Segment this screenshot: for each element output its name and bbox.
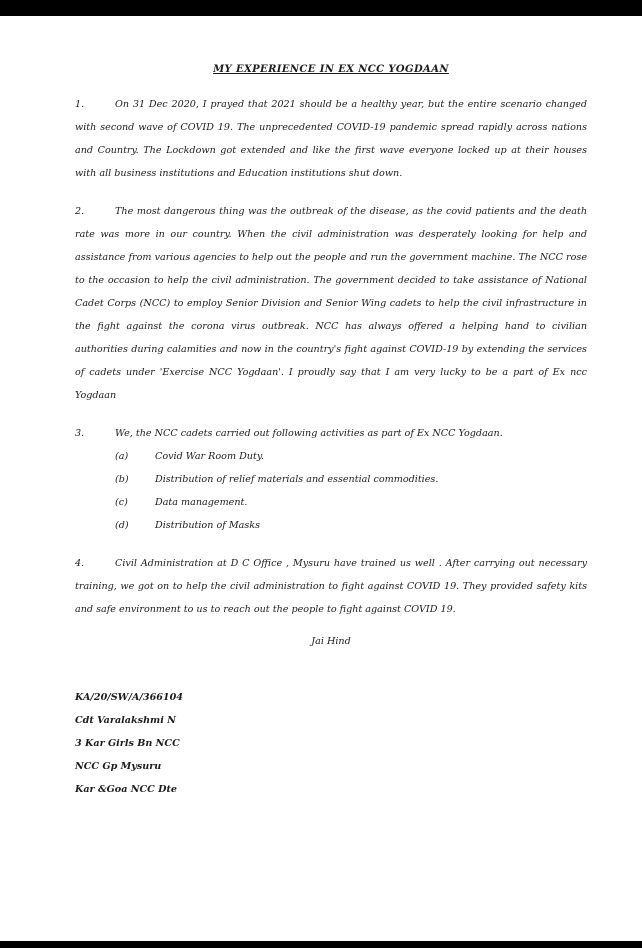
paragraph-text: The most dangerous thing was the outbreak of the disease, as the covid patients and the death rate was more in our country. When the civil administration was desperately looking for help and assistance from various agencies to help out the people and run the government machine. The NCC rose to the occasion to help the civil administration. The government decided to take assistance of National Cadet Corps (NCC) to employ Senior Division and Senior Wing cadets to help the civil infrastructure in the fight against the corona virus outbreak. NCC has always offered a helping hand to civilian authorities during calamities and now in the country's fight against COVID-19 by extending the services of cadets under 'Exercise NCC Yogdaan'. I proudly say that I am very lucky to be a part of Ex ncc Yogdaan xyxy=(75,206,587,401)
battalion: 3 Kar Girls Bn NCC xyxy=(75,738,180,749)
cadet-name: Cdt Varalakshmi N xyxy=(75,715,176,726)
paragraph-text: On 31 Dec 2020, I prayed that 2021 should be a healthy year, but the entire scenario changed with second wave of COVID 19. The unprecedented COVID-19 pandemic spread rapidly across nations and Country. The Lockdown got extended and like the first wave everyone locked up at their houses with all business institutions and Education institutions shut down. xyxy=(75,99,587,179)
list-item xyxy=(115,468,587,491)
document-page xyxy=(75,64,587,647)
activity-label: (a) xyxy=(115,451,129,462)
top-black-bar xyxy=(0,0,642,16)
sign-off: Jai Hind xyxy=(311,636,351,647)
paragraph-2 xyxy=(75,200,587,407)
paragraph-number: 2. xyxy=(75,206,85,217)
paragraph-text: Civil Administration at D C Office , Mysuru have trained us well . After carrying out necessary training, we got on to help the civil administration to fight against COVID 19. They provided safety kits and safe environment to us to reach out the people to fight against COVID 19. xyxy=(75,558,587,615)
activity-text: Distribution of relief materials and essential commodities. xyxy=(155,474,439,485)
paragraph-1 xyxy=(75,93,587,185)
paragraph-3 xyxy=(75,422,587,445)
paragraph-text: We, the NCC cadets carried out following activities as part of Ex NCC Yogdaan. xyxy=(115,428,503,439)
signature-block xyxy=(75,686,183,801)
paragraph-number: 4. xyxy=(75,558,85,569)
list-item xyxy=(115,445,587,468)
paragraph-4 xyxy=(75,552,587,621)
directorate: Kar &Goa NCC Dte xyxy=(75,784,177,795)
paragraph-number: 3. xyxy=(75,428,85,439)
activity-label: (d) xyxy=(115,520,129,531)
activity-text: Data management. xyxy=(155,497,248,508)
bottom-black-bar xyxy=(0,941,642,948)
cadet-number: KA/20/SW/A/366104 xyxy=(75,692,183,703)
activity-text: Distribution of Masks xyxy=(155,520,261,531)
activity-list xyxy=(115,445,587,537)
group: NCC Gp Mysuru xyxy=(75,761,162,772)
paragraph-number: 1. xyxy=(75,99,85,110)
document-title: MY EXPERIENCE IN EX NCC YOGDAAN xyxy=(213,64,449,75)
activity-text: Covid War Room Duty. xyxy=(155,451,265,462)
activity-label: (b) xyxy=(115,474,129,485)
activity-label: (c) xyxy=(115,497,128,508)
list-item xyxy=(115,514,587,537)
list-item xyxy=(115,491,587,514)
